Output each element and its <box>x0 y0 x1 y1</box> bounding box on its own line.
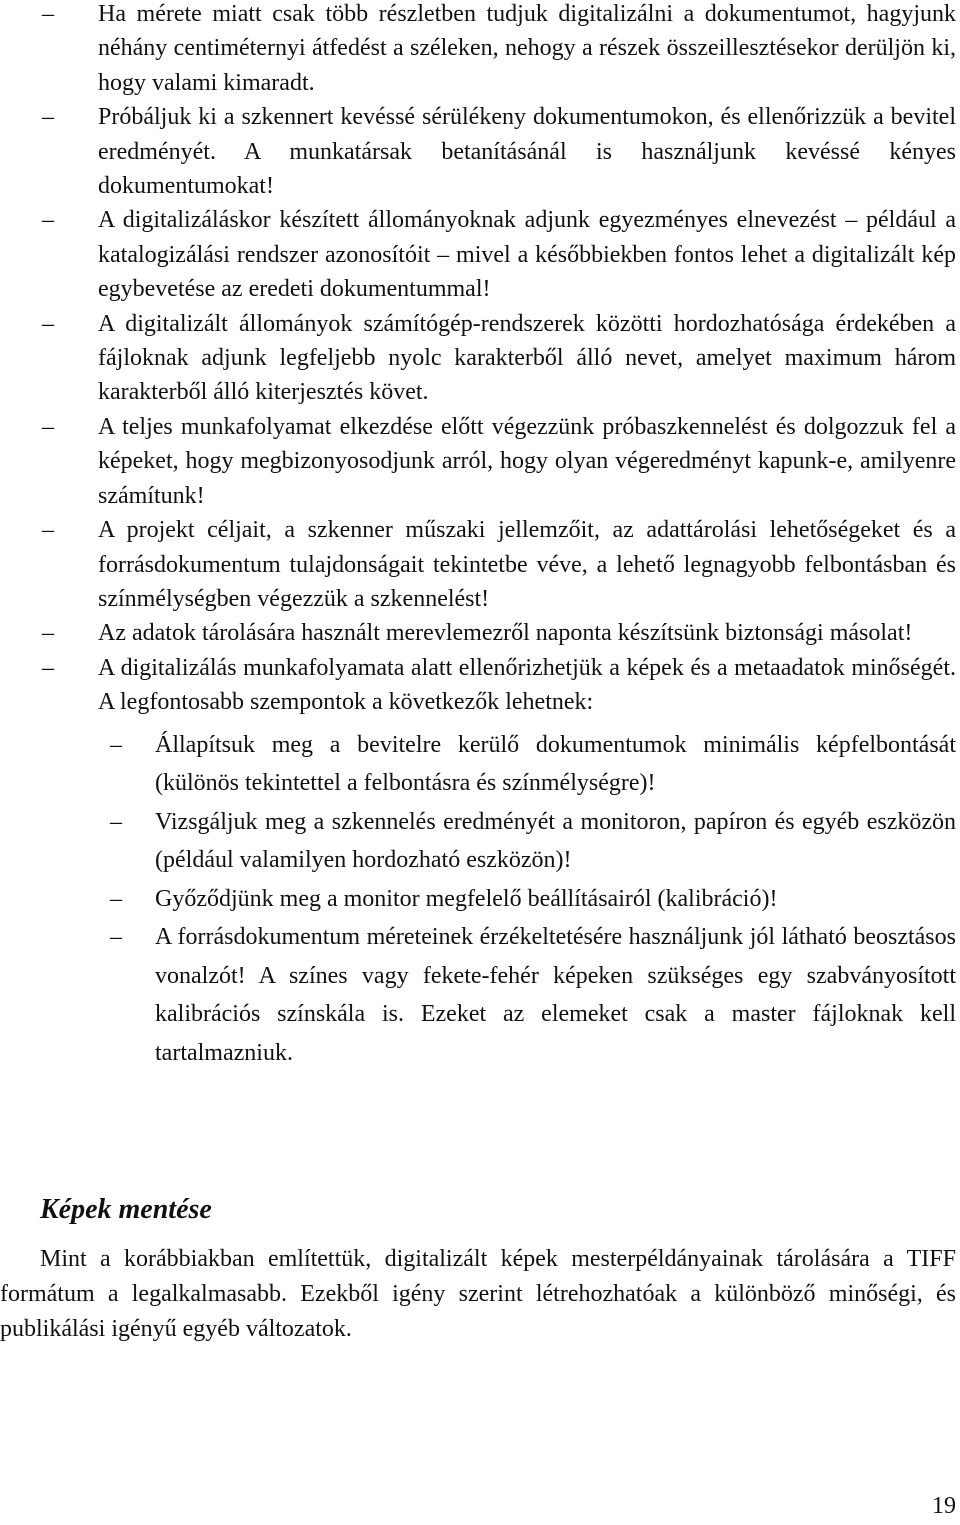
sub-list-item <box>98 918 956 1072</box>
list-item-text: A teljes munkafolyamat elkezdése előtt végezzünk próbaszkennelést és dolgozzuk fel a képeket, hogy megbizonyosodjunk arról, hogy olyan végeredményt kapunk-e, amilyenre számítunk! <box>98 413 956 509</box>
list-item <box>0 410 960 513</box>
quality-criteria-list <box>98 726 956 1073</box>
sub-list-item <box>98 880 956 919</box>
dash-bullet-marker: – <box>42 517 54 544</box>
list-item-text: A digitalizálás munkafolyamata alatt ellenőrizhetjük a képek és a metaadatok minőségét. A legfontosabb szempontok a következők lehetnek: <box>98 654 956 716</box>
dash-bullet-marker: – <box>110 731 122 758</box>
list-item <box>0 513 960 616</box>
sub-list-item-text: Állapítsuk meg a bevitelre kerülő dokumentumok minimális képfelbontását (különös tekintettel a felbontásra és színmélységre)! <box>155 731 956 797</box>
dash-bullet-marker: – <box>110 885 122 912</box>
dash-bullet-marker: – <box>42 413 54 440</box>
dash-bullet-marker: – <box>42 207 54 234</box>
dash-bullet-marker: – <box>110 924 122 951</box>
list-item-text: Próbáljuk ki a szkennert kevéssé sérülékeny dokumentumokon, és ellenőrizzük a bevitel eredményét. A munkatársak betanításánál is használjunk kevéssé kényes dokumentumokat! <box>98 104 956 200</box>
sub-list-item-text: A forrásdokumentum méreteinek érzékeltetésére használjunk jól látható beosztásos vonalzót! A színes vagy fekete-fehér képeken szükséges egy szabványosított kalibrációs színskála is. Ezeket az elemeket csak a master fájloknak kell tartalmazniuk. <box>155 924 956 1066</box>
section-heading: Képek mentése <box>40 1194 212 1225</box>
list-item <box>0 100 960 203</box>
sub-list-item-text: Győződjünk meg a monitor megfelelő beállításairól (kalibráció)! <box>155 885 778 912</box>
list-item-text: Ha mérete miatt csak több részletben tudjuk digitalizálni a dokumentumot, hagyjunk néhány centiméternyi átfedést a széleken, nehogy a részek összeillesztésekor derüljön ki, hogy valami kimaradt. <box>98 1 956 96</box>
dash-bullet-marker: – <box>42 654 54 681</box>
sub-list-item <box>98 726 956 803</box>
page-number: 19 <box>932 1493 956 1519</box>
dash-bullet-marker: – <box>110 808 122 835</box>
list-item <box>0 203 960 306</box>
list-item-text: A digitalizáláskor készített állományoknak adjunk egyezményes elnevezést – például a katalogizálási rendszer azonosítóit – mivel a későbbiekben fontos lehet a digitalizált kép egybevetése az eredeti dokumentummal! <box>98 207 956 303</box>
dash-bullet-marker: – <box>42 310 54 337</box>
list-item <box>0 0 960 100</box>
list-item <box>0 307 960 410</box>
sub-list-item-text: Vizsgáljuk meg a szkennelés eredményét a monitoron, papíron és egyéb eszközön (például valamilyen hordozható eszközön)! <box>155 808 956 874</box>
sub-list-item <box>98 803 956 880</box>
list-item <box>0 651 960 1072</box>
section-paragraph: Mint a korábbiakban említettük, digitalizált képek mesterpéldányainak tárolására a TIFF formátum a legalkalmasabb. Ezekből igény szerint létrehozhatóak a különböző minőségi, és publikálási igényű egyéb változatok. <box>0 1246 956 1342</box>
dash-bullet-marker: – <box>42 104 54 131</box>
list-item-text: A digitalizált állományok számítógép-rendszerek közötti hordozhatósága érdekében a fájloknak adjunk legfeljebb nyolc karakterből álló nevet, amelyet maximum három karakterből álló kiterjesztés követ. <box>98 310 956 406</box>
list-item-text: Az adatok tárolására használt merevlemezről naponta készítsünk biztonsági másolat! <box>98 620 913 647</box>
dash-bullet-marker: – <box>42 1 54 27</box>
dash-bullet-marker: – <box>42 620 54 647</box>
list-item <box>0 616 960 650</box>
list-item-text: A projekt céljait, a szkenner műszaki jellemzőit, az adattárolási lehetőségeket és a forrásdokumentum tulajdonságait tekintetbe véve, a lehető legnagyobb felbontásban és színmélységben végezzük a szkennelést! <box>98 517 956 612</box>
